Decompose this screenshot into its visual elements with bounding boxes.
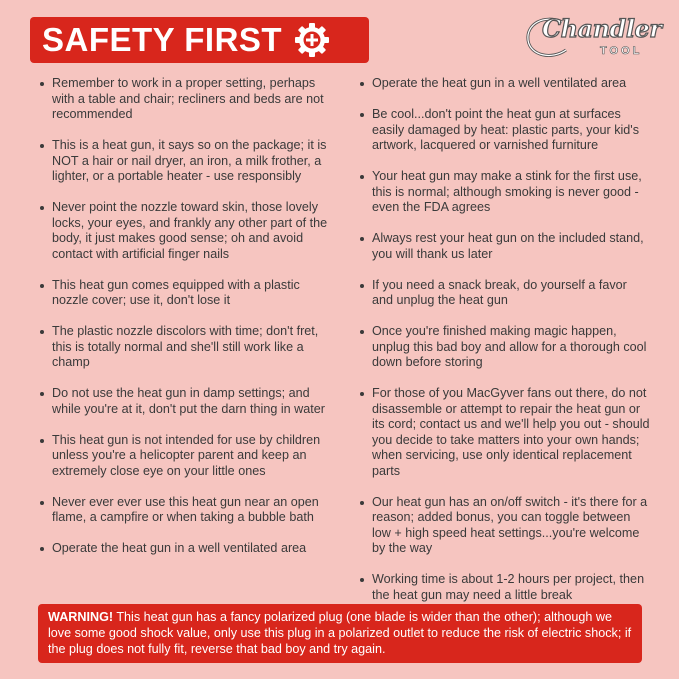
list-item: Operate the heat gun in a well ventilated area [40,541,330,557]
list-item: If you need a snack break, do yourself a favor and unplug the heat gun [360,278,650,309]
list-item: Do not use the heat gun in damp settings; and while you're at it, don't put the darn thing in water [40,386,330,417]
page-title: SAFETY FIRST [42,21,283,58]
right-safety-list [360,76,650,619]
list-item: Never ever ever use this heat gun near an open flame, a campfire or when taking a bubble bath [40,495,330,526]
gear-plus-icon [292,20,332,60]
list-item: This heat gun comes equipped with a plastic nozzle cover; use it, don't lose it [40,278,330,309]
left-safety-list [40,76,330,572]
bullet-dot-icon [40,82,44,86]
list-item: Be cool...don't point the heat gun at surfaces easily damaged by heat: plastic parts, your kid's artwork, lacquered or varnished furniture [360,107,650,154]
list-item: For those of you MacGyver fans out there, do not disassemble or attempt to repair the heat gun or its cord; contact us and we'll help you out - should you decide to take matters into your own hands; when servicing, use only identical replacement parts [360,386,650,479]
logo-script-text: Chandler [542,14,662,43]
bullet-dot-icon [360,284,364,288]
bullet-dot-icon [40,392,44,396]
bullet-dot-icon [360,501,364,505]
bullet-dot-icon [40,206,44,210]
list-item: Once you're finished making magic happen, unplug this bad boy and allow for a thorough cool down before storing [360,324,650,371]
warning-text: This heat gun has a fancy polarized plug (one blade is wider than the other); although we love some good shock value, only use this plug in a polarized outlet to reduce the risk of electric shock; if the plug does not fully fit, reverse that bad boy and try again. [48,610,632,656]
list-item: Our heat gun has an on/off switch - it's there for a reason; added bonus, you can toggle between low + high speed heat settings...you're welcome by the way [360,495,650,557]
bullet-dot-icon [360,175,364,179]
logo-tool-text: TOOL [600,45,643,57]
bullet-dot-icon [360,237,364,241]
bullet-dot-icon [40,501,44,505]
bullet-dot-icon [40,547,44,551]
bullet-dot-icon [360,82,364,86]
bullet-dot-icon [360,330,364,334]
bullet-dot-icon [40,284,44,288]
list-item: Remember to work in a proper setting, perhaps with a table and chair; recliners and beds are not recommended [40,76,330,123]
list-item: Working time is about 1-2 hours per project, then the heat gun may need a little break [360,572,650,603]
bullet-dot-icon [360,578,364,582]
list-item: This is a heat gun, it says so on the package; it is NOT a hair or nail dryer, an iron, a milk frother, a lighter, or a portable heater - use responsibly [40,138,330,185]
title-banner [30,17,369,63]
warning-banner [38,604,642,663]
list-item: Always rest your heat gun on the included stand, you will thank us later [360,231,650,262]
list-item: Your heat gun may make a stink for the first use, this is normal; although smoking is never good - even the FDA agrees [360,169,650,216]
bullet-dot-icon [360,113,364,117]
list-item: This heat gun is not intended for use by children unless you're a helicopter parent and keep an extremely close eye on your little ones [40,433,330,480]
chandler-tool-logo [522,14,662,62]
bullet-dot-icon [40,330,44,334]
list-item: Never point the nozzle toward skin, those lovely locks, your eyes, and frankly any other part of the body, it just makes good sense; oh and avoid contact with artificial finger nails [40,200,330,262]
bullet-dot-icon [40,439,44,443]
warning-label: WARNING! [48,610,114,624]
bullet-dot-icon [360,392,364,396]
list-item: Operate the heat gun in a well ventilated area [360,76,650,92]
list-item: The plastic nozzle discolors with time; don't fret, this is totally normal and she'll still work like a champ [40,324,330,371]
bullet-dot-icon [40,144,44,148]
